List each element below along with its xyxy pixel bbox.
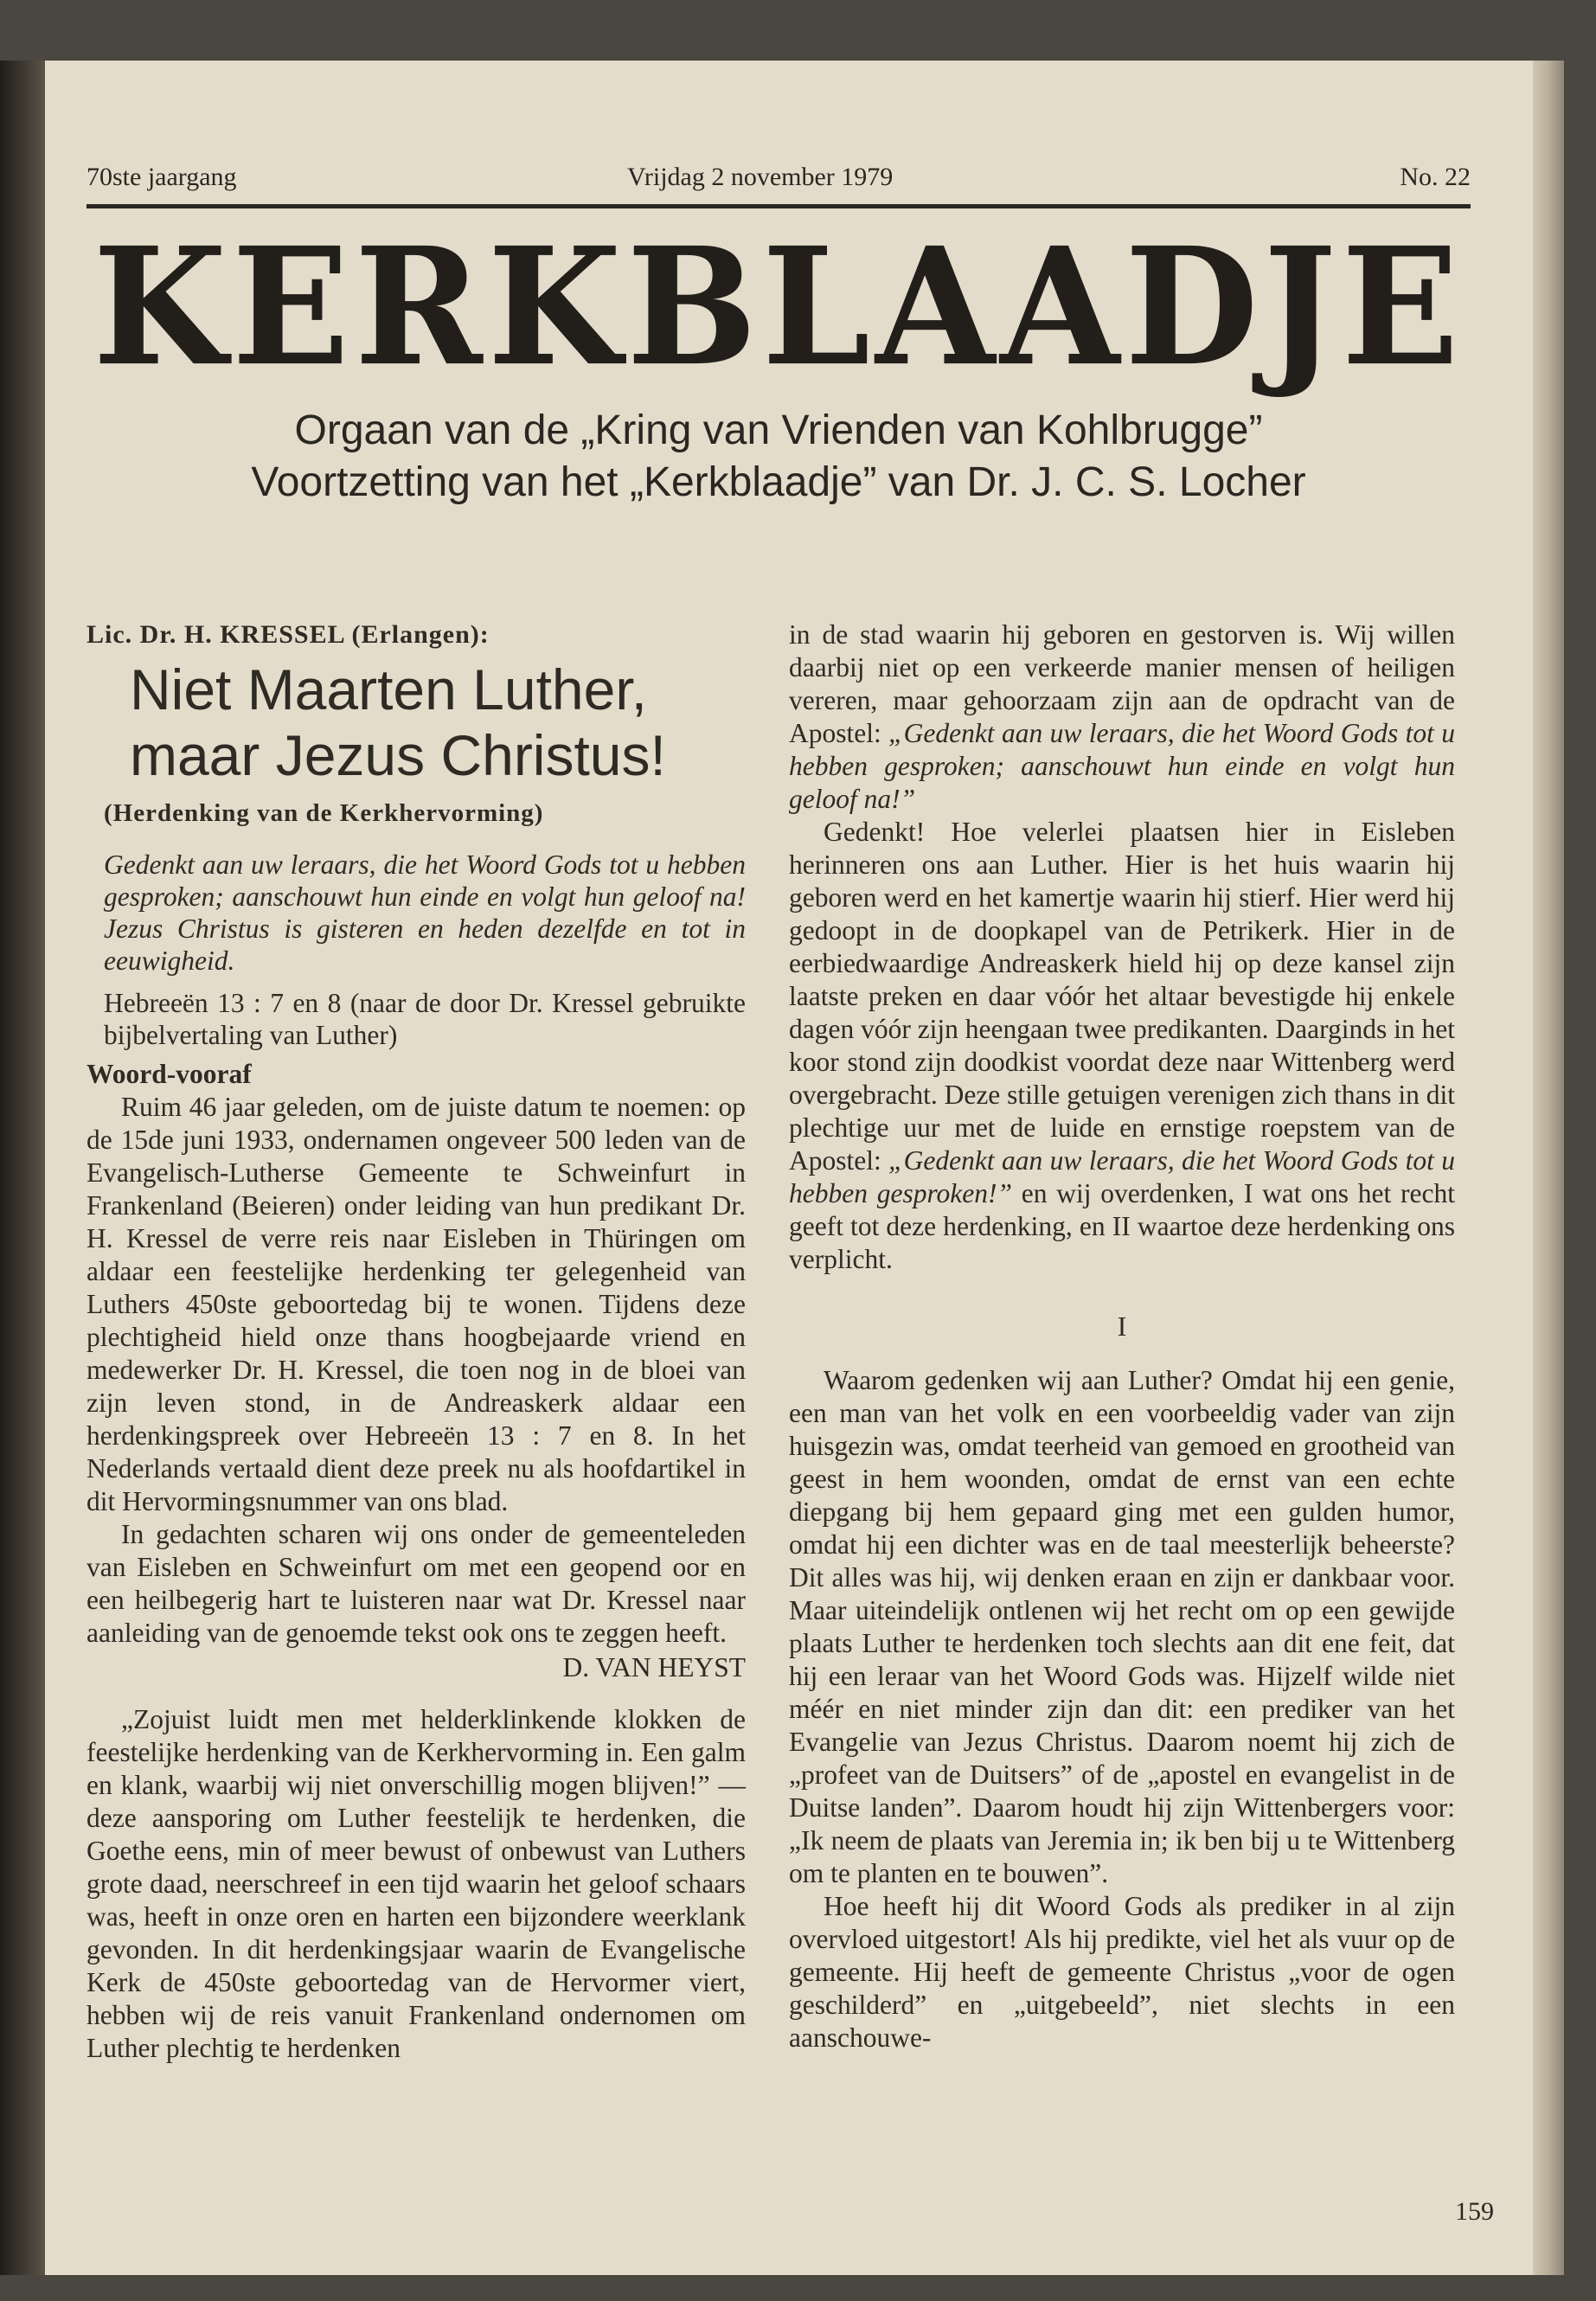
masthead-title: KERKBLAADJE: [93, 211, 1465, 402]
masthead-subtitle-2: Voortzetting van het „Kerkblaadje” van Dr. J. C. S. Locher: [251, 459, 1306, 505]
editor-signature: D. VAN HEYST: [562, 1652, 746, 1682]
body-paragraph: Hoe heeft hij dit Woord Gods als prediker in al zijn overvloed uitgestort! Als hij predikte, viel het als vuur op de gemeente. Hij heeft de gemeente Christus „voor de ogen geschilderd” en „uitgebeeld”, niet slechts in een aanschouwe-: [789, 1891, 1455, 2053]
header-rule: [87, 204, 1471, 208]
body-paragraph: „Zojuist luidt men met helderklinkende klokken de feestelijke herdenking van de Kerkhervorming in. Een galm en klank, waarbij wij niet onverschillig mogen blijven!” — deze aansporing om Luther feestelijk te herdenken, die Goethe eens, min of meer bewust of onbewust van Luthers grote daad, neerschreef in een tijd waarin het geloof schaars was, heeft in onze oren en harten een bijzondere weerklank gevonden. In dit herdenkingsjaar waarin de Evangelische Kerk de 450ste geboortedag van de Hervormer viert, hebben wij de reis vanuit Frankenland ondernomen om Luther plechtig te herdenken: [87, 1704, 746, 2063]
scripture-reference: Hebreeën 13 : 7 en 8 (naar de door Dr. Kressel gebruikte bijbelvertaling van Luther): [104, 988, 746, 1050]
issue-date: Vrijdag 2 november 1979: [627, 163, 894, 191]
volume-label: 70ste jaargang: [87, 163, 237, 191]
article-byline: Lic. Dr. H. KRESSEL (Erlangen):: [87, 620, 490, 649]
issue-header: [87, 163, 1471, 201]
body-paragraph: [789, 619, 1455, 816]
foreword-paragraph: In gedachten scharen wij ons onder de gemeenteleden van Eisleben en Schweinfurt om met een geopend oor en een heilbegerig hart te luisteren naar wat Dr. Kressel naar aanleiding van de genoemde tekst ook ons te zeggen heeft.: [87, 1519, 746, 1648]
page-binding-shadow: [0, 61, 45, 2275]
body-text: Gedenkt! Hoe velerlei plaatsen hier in Eisleben herinneren ons aan Luther. Hier is het huis waarin hij geboren werd en het kamertje waarin hij stierf. Hier werd hij gedoopt in de doopkapel van de Petrikerk. Hier in de eerbiedwaardige Andreaskerk hield hij op deze kansel zijn laatste preken en daar vóór het altaar bevestigde hij enkele dagen vóór zijn heengaan twee predikanten. Daarginds in het koor stond zijn doodkist voordat deze naar Wittenberg werd overgebracht. Deze stille getuigen verenigen zich thans in dit plechtige uur met de luide en ernstige roepstem van de Apostel:: [789, 817, 1456, 1176]
newspaper-page: [45, 61, 1533, 2275]
foreword-paragraph: Ruim 46 jaar geleden, om de juiste datum te noemen: op de 15de juni 1933, ondernamen ongeveer 500 leden van de Evangelisch-Lutherse Gemeente te Schweinfurt in Frankenland (Beieren) onder leiding van hun predikant Dr. H. Kressel de verre reis naar Eisleben in Thüringen om aldaar een feestelijke herdenking ter gelegenheid van Luthers 450ste geboortedag bij te wonen. Tijdens deze plechtigheid hield onze thans hoogbejaarde vriend en medewerker Dr. H. Kressel, die toen nog in de bloei van zijn leven stond, in de Andreaskerk aldaar een herdenkingspreek over Hebreeën 13 : 7 en 8. In het Nederlands vertaald dient deze preek nu als hoofdartikel in dit Hervormingsnummer van ons blad.: [87, 1092, 746, 1516]
section-heading-foreword: Woord-vooraf: [87, 1059, 252, 1089]
column-right: [789, 619, 1455, 2054]
body-text: en wij overdenken, I wat ons het recht geeft tot deze herdenking, en II waartoe deze herdenking ons verplicht.: [789, 1178, 1456, 1274]
body-paragraph: [789, 816, 1455, 1276]
column-left: [87, 619, 746, 2065]
section-numeral: I: [1117, 1311, 1127, 1342]
body-paragraph: Waarom gedenken wij aan Luther? Omdat hij een genie, een man van het volk en een voorbeeldig vader van zijn huisgezin was, omdat teerheid van gemoed en grootheid van geest in hem woonden, omdat de ernst van een echte diepgang bij hem gepaard ging met een gulden humor, omdat hij een dichter was en de taal meesterlijk beheerste? Dit alles was hij, wij denken eraan en zijn er dankbaar voor. Maar uiteindelijk ontlenen wij het recht om op een gewijde plaats Luther te herdenken toch slechts aan dit ene feit, dat hij een leraar van het Woord Gods was. Hijzelf wilde niet méér en niet minder zijn dan dit: een prediker van het Evangelie van Jezus Christus. Daarom noemt hij zich de „profeet van de Duitsers” of de „apostel en evangelist in de Duitse landen”. Daarom houdt hij zijn Wittenbergers voor: „Ik neem de plaats van Jeremia in; ik ben bij u te Wittenberg om te planten en te bouwen”.: [789, 1365, 1455, 1888]
issue-number: No. 22: [1400, 163, 1471, 191]
body-text: in de stad waarin hij geboren en gestorven is. Wij willen daarbij niet op een verkeerde manier mensen of heiligen vereren, maar gehoorzaam zijn aan de opdracht van de Apostel:: [789, 619, 1455, 748]
page-number: 159: [1455, 2197, 1494, 2226]
article-subhead: (Herdenking van de Kerkhervorming): [104, 799, 544, 827]
quoted-text: „Gedenkt aan uw leraars, die het Woord Gods tot u hebben gesproken!”: [789, 1145, 1455, 1208]
masthead-subtitle-1: Orgaan van de „Kring van Vrienden van Kohlbrugge”: [294, 407, 1263, 453]
epigraph: Gedenkt aan uw leraars, die het Woord Gods tot u hebben gesproken; aanschouwt hun einde en volgt hun geloof na! Jezus Christus is gisteren en heden dezelfde en tot in eeuwigheid.: [104, 849, 746, 976]
page-edge: [1533, 61, 1564, 2275]
quoted-text: „Gedenkt aan uw leraars, die het Woord Gods tot u hebben gesproken; aanschouwt hun einde en volgt hun geloof na!”: [789, 718, 1455, 814]
article-headline: Niet Maarten Luther, maar Jezus Christus!: [130, 657, 666, 787]
